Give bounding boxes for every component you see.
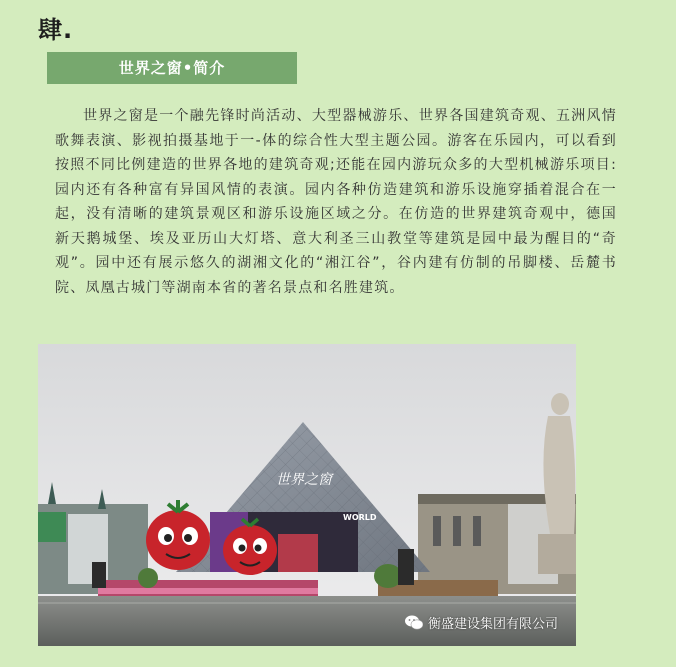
park-entrance-photo [38, 344, 576, 646]
section-number: 肆. [38, 16, 74, 44]
photo-illustration [38, 344, 576, 646]
intro-paragraph: 世界之窗是一个融先锋时尚活动、大型器械游乐、世界各国建筑奇观、五洲风情歌舞表演、影视拍摄基地于一-体的综合性大型主题公园。游客在乐园内，可以看到按照不同比例建造的世界各地的建筑奇观;还能在园内游玩众多的大型机械游乐项目:园内还有各种富有异国风情的表演。园内各种仿造建筑和游乐设施穿插着混合在一起，没有清晰的建筑景观区和游乐设施区域之分。在仿造的世界建筑奇观中，德国新天鹅城堡、埃及亚历山大灯塔、意大利圣三山教堂等建筑是园中最为醒目的“奇观”。园中还有展示悠久的湖湘文化的“湘江谷”，谷内建有仿制的吊脚楼、岳麓书院、凤凰古城门等湖南本省的著名景点和名胜建筑。 [55, 108, 617, 296]
world-sign: WORLD [343, 513, 377, 522]
pyramid-sign: 世界之窗 [276, 472, 332, 488]
wechat-icon [405, 615, 423, 630]
section-title-banner [47, 52, 297, 84]
photo-watermark [405, 613, 558, 632]
section-title: 世界之窗•简介 [118, 59, 226, 77]
watermark-text: 衡盛建设集团有限公司 [427, 617, 558, 632]
